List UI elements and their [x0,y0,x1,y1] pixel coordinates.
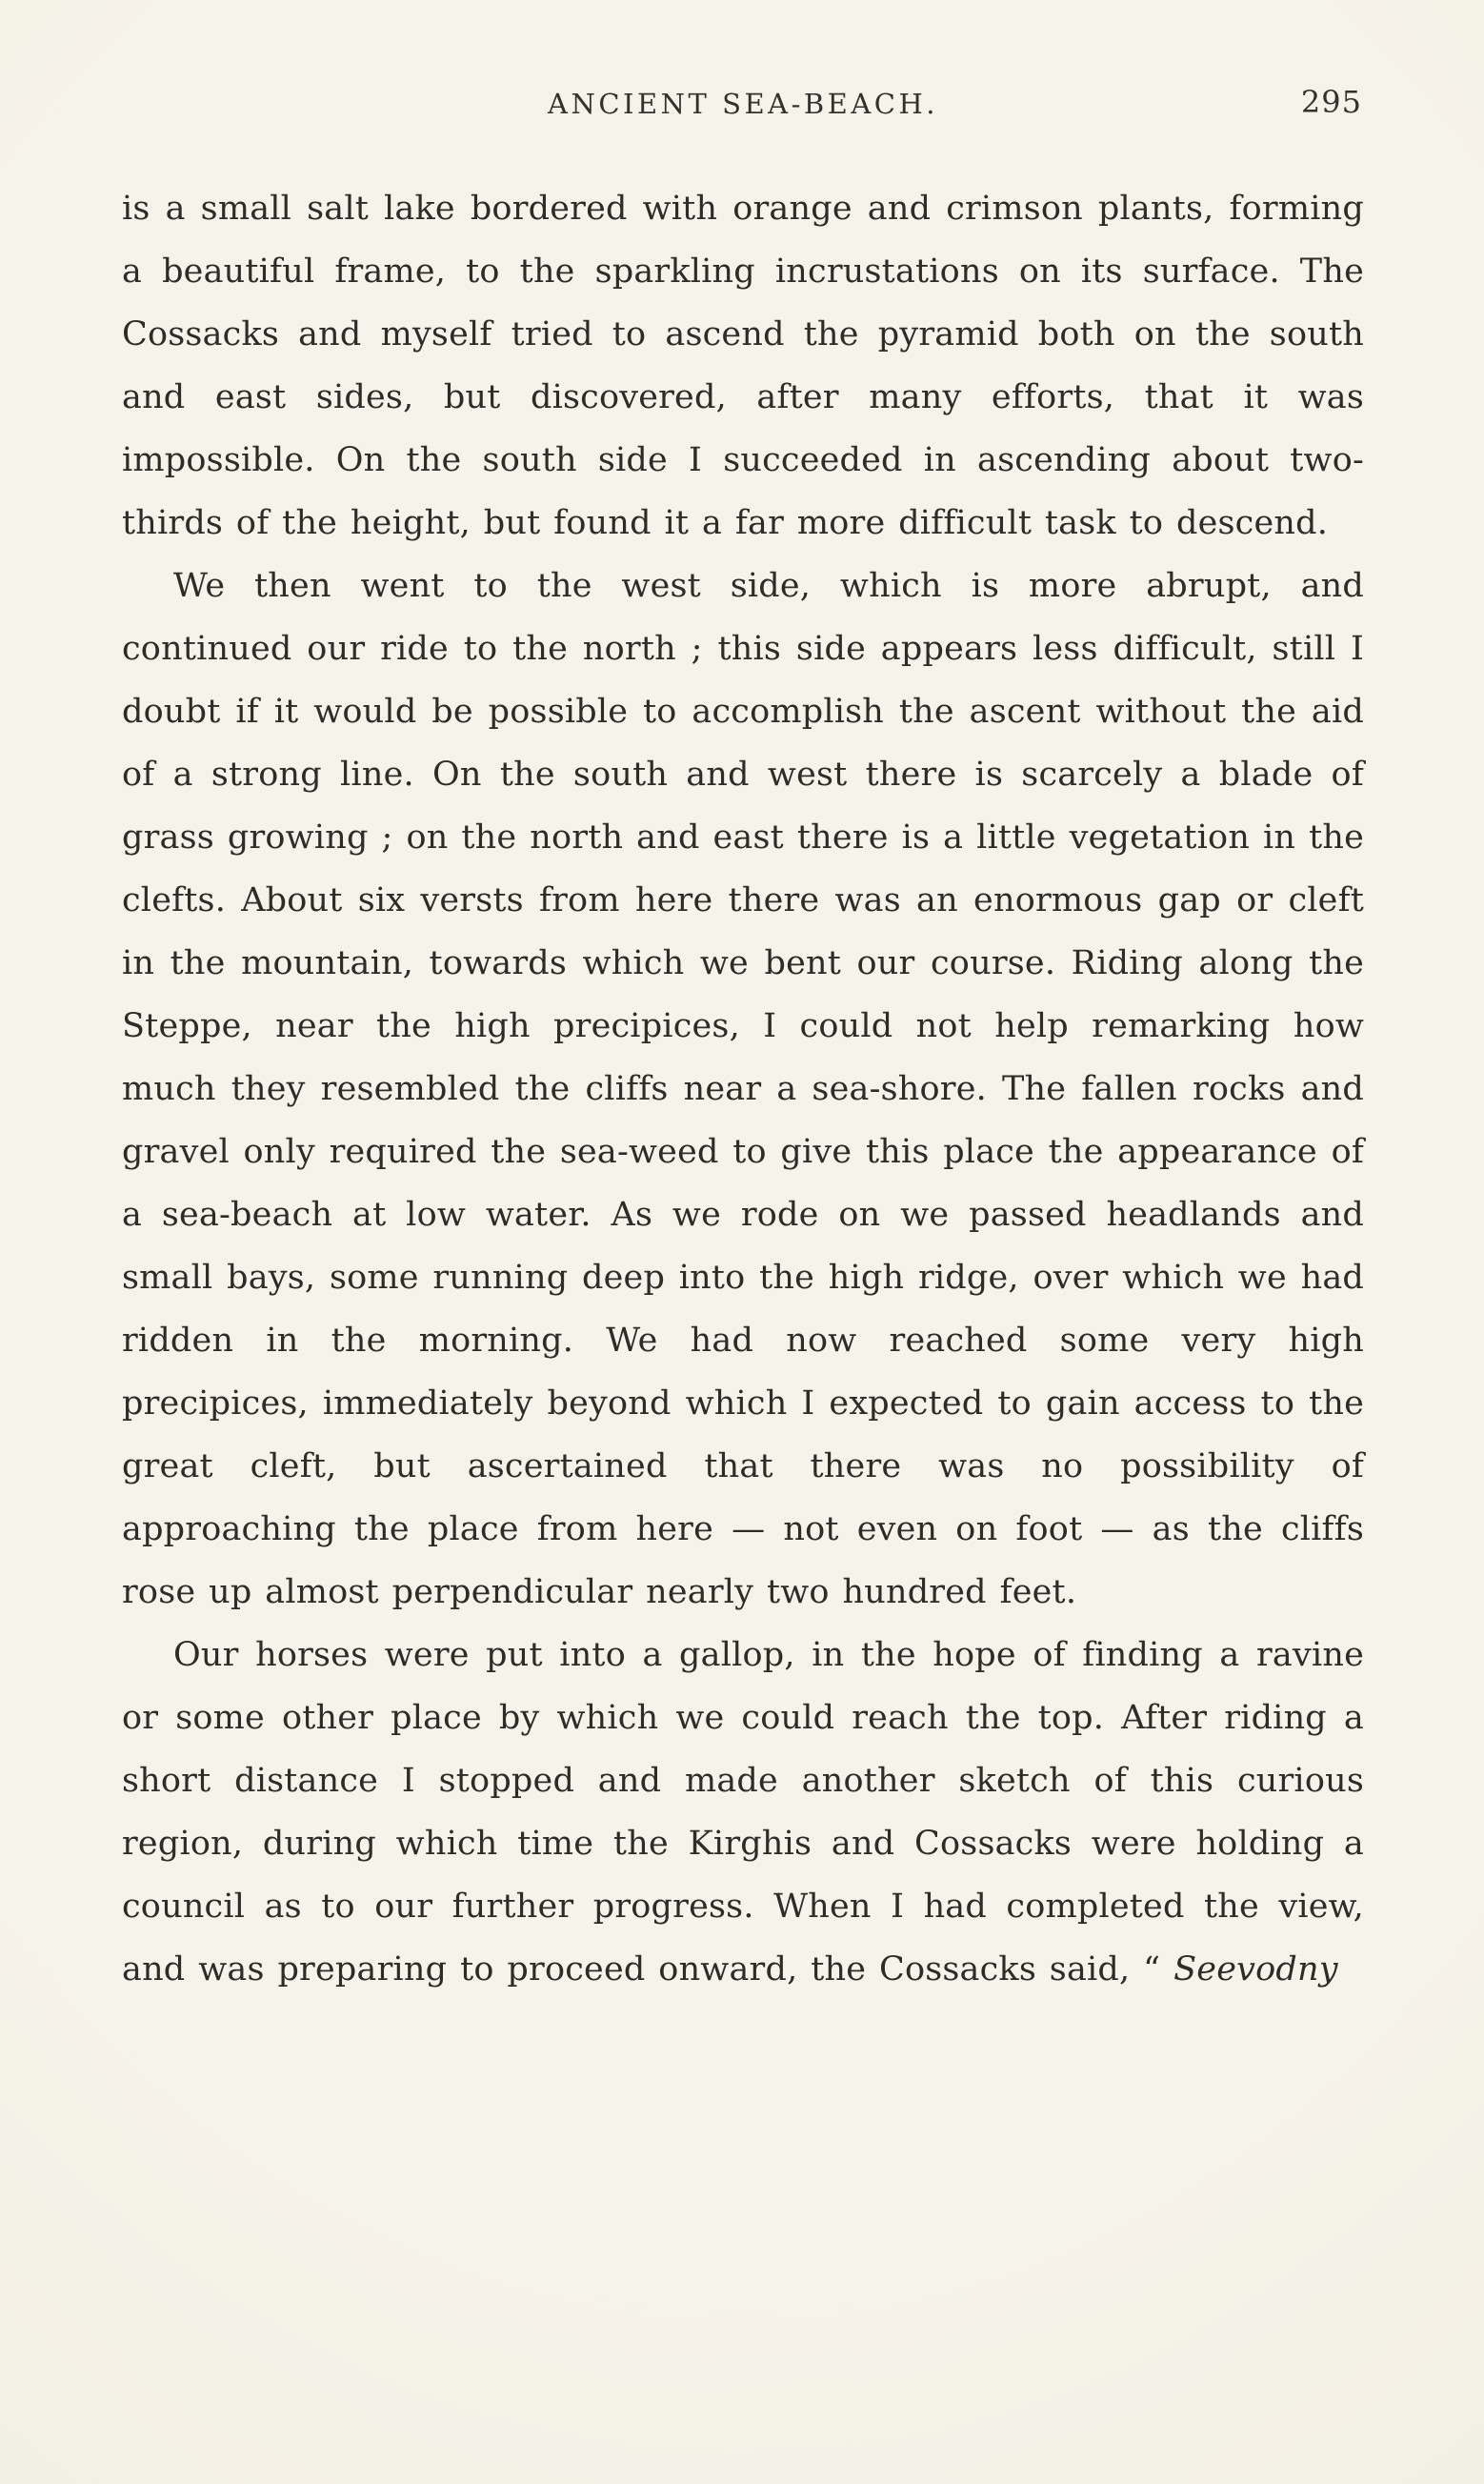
paragraph-text: Our horses were put into a gallop, in the hope of finding a ravine or some other place by which we could reach the top. After riding a short distance I stopped and made another sketch of this curious region, during which time the Kirghis and Cossacks were holding a council as to our further progress. When I had completed the view, and was preparing to proceed onward, the Cossacks said, “ [122,1636,1364,1989]
paragraph: We then went to the west side, which is more abrupt, and continued our ride to the north ; this side appears less difficult, still I doubt if it would be possible to accomplish the ascent without the aid of a strong line. On the south and west there is scarcely a blade of grass growing ; on the north and east there is a little vegetation in the clefts. About six versts from here there was an enormous gap or cleft in the mountain, towards which we bent our course. Riding along the Steppe, near the high precipices, I could not help remarking how much they resembled the cliffs near a sea-shore. The fallen rocks and gravel only required the sea-weed to give this place the appearance of a sea-beach at low water. As we rode on we passed headlands and small bays, some running deep into the high ridge, over which we had ridden in the morning. We had now reached some very high precipices, immediately beyond which I expected to gain access to the great cleft, but ascertained that there was no possibility of approaching the place from here — not even on foot — as the cliffs rose up almost perpendicular nearly two hundred feet. [122,567,1364,1611]
page-header [122,82,1364,128]
italic-word: Seevodny [1173,1950,1338,1989]
paragraph: is a small salt lake bordered with orange and crimson plants, forming a beautiful frame, to the sparkling incrustations on its surface. The Cossacks and myself tried to ascend the pyramid both on the south and east sides, but discovered, after many efforts, that it was impossible. On the south side I succeeded in ascending about two-thirds of the height, but found it a far more difficult task to descend. [122,190,1364,542]
paragraph [122,1624,1364,2001]
page-body [122,177,1364,2001]
page-number: 295 [1300,84,1362,120]
running-title: ANCIENT SEA-BEACH. [548,88,938,120]
